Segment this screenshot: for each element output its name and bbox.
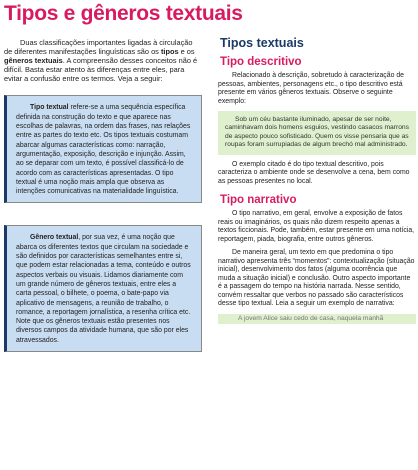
narrativo-paragraph-2: De maneira geral, um texto em que predomina o tipo narrativo apresenta três “momentos”: contextualização (situação inicial), desenvolvimento dos fatos (alguma ocorrência que muda a situação inicial) e conclusão. Outro aspecto importante é a passagem do tempo na história narrada. Nesse sentido, convém ressaltar que verbos no passado são característicos desse tipo textual. Leia a seguir um exemplo de narrativa: bbox=[218, 249, 415, 308]
page-title: Tipos e gêneros textuais bbox=[4, 2, 243, 25]
right-column bbox=[218, 36, 416, 324]
section-heading-tipos-textuais: Tipos textuais bbox=[220, 36, 304, 50]
tipo-textual-box bbox=[4, 95, 202, 203]
genero-textual-box bbox=[4, 225, 202, 352]
subheading-tipo-narrativo: Tipo narrativo bbox=[220, 194, 297, 207]
descritivo-paragraph-2: O exemplo citado é do tipo textual descritivo, pois caracteriza o ambiente onde se desenvolve a cena, bem como as pessoas presentes no local. bbox=[218, 160, 410, 185]
narrativo-example-text: A jovem Alice saiu cedo de casa, naquela manhã bbox=[238, 314, 384, 322]
tipo-textual-definition: Tipo textual refere-se a uma sequência específica definida na construção do texto e que aparece nas escolhas de palavras, na ordem das frases, nas relações entre as partes do texto etc. Os tipos textuais costumam abarcar algumas características como: narração, argumentação, exposição, descrição e injunção. Assim, ao se deparar com um texto, é possível classificá-lo de acordo com as características apresentadas. O tipo textual é uma noção mais ampla que observa as intenções comunicativas na materialidade linguística. bbox=[16, 104, 191, 196]
descritivo-example-text: Sob um céu bastante iluminado, apesar de ser noite, caminhavam dois homens esguios, vestindo casacos marrons de aspecto pouco sofisticado. Quem os visse pensaria que as roupas foram surrupiadas de algum brechó mal administrado. bbox=[225, 116, 409, 149]
narrativo-example-box bbox=[218, 314, 416, 324]
genero-textual-term: Gênero textual bbox=[30, 234, 79, 242]
intro-term-generos: gêneros textuais bbox=[4, 56, 63, 66]
narrativo-paragraph-1: O tipo narrativo, em geral, envolve a exposição de fatos reais ou imaginários, os quais não dizem respeito apenas a textos ficcionais. Pode, também, estar presente em uma notícia, reportagem, piada, biografia, entre outros gêneros. bbox=[218, 210, 415, 243]
intro-term-tipos: tipos bbox=[160, 47, 179, 57]
intro-paragraph: Duas classificações importantes ligadas à circulação de diferentes manifestações linguísticas são os tipos e os gêneros textuais. A compreensão desses conceitos não é difícil. Basta estar atento às diferenças entre eles, para evitar a confusão entre os termos. Veja a seguir: bbox=[4, 38, 198, 84]
genero-textual-definition: Gênero textual, por sua vez, é uma noção que abarca os diferentes textos que circulam na sociedade e são definidos por características semelhantes entre si, que podem estar relacionadas a tema, conteúdo e outros aspectos verbais ou visuais. Lidamos diariamente com um grande número de gêneros textuais, entre eles a carta pessoal, o bilhete, o poema, o bate-papo via aplicativo de mensagens, a reunião de trabalho, o romance, a reportagem jornalística, a resenha crítica etc. Note que os gêneros textuais estão presentes nos diversos campos da atividade humana, que são por eles atravessados. bbox=[16, 234, 191, 344]
descritivo-paragraph-1: Relacionado à descrição, sobretudo à caracterização de pessoas, ambientes, personagens etc., o tipo descritivo está presente em vários gêneros textuais. Observe o seguinte exemplo: bbox=[218, 72, 404, 105]
subheading-tipo-descritivo: Tipo descritivo bbox=[220, 56, 302, 68]
tipo-textual-term: Tipo textual bbox=[30, 104, 69, 112]
left-column bbox=[4, 38, 202, 352]
descritivo-example-box bbox=[218, 111, 416, 155]
